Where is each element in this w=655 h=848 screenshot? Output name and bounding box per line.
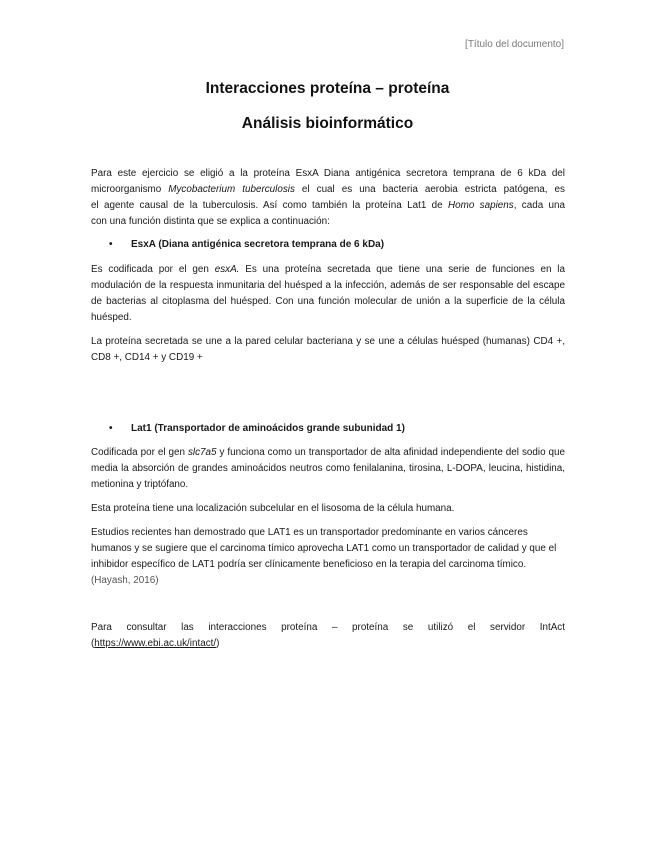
lat1-heading-text: Lat1 (Transportador de aminoácidos grande subunidad 1) xyxy=(131,423,405,434)
lat1-paragraph-1: Codificada por el gen slc7a5 y funciona como un transportador de alta afinidad independiente del sodio que media la absorción de grandes aminoácidos neutros como fenilalanina, tirosina, L-DOPA, leucina, histidina, metionina y triptófano. xyxy=(91,447,565,490)
lat1-paragraph-2: Esta proteína tiene una localización subcelular en el lisosoma de la célula humana. xyxy=(91,503,455,514)
intro-paragraph xyxy=(91,166,565,230)
main-title: Interacciones proteína – proteína xyxy=(205,80,450,97)
esxa-heading-text: EsxA (Diana antigénica secretora temprana de 6 kDa) xyxy=(131,239,385,250)
citation: (Hayash, 2016) xyxy=(91,575,159,586)
intro-line: microorganismo Mycobacterium tuberculosis el cual es una bacteria aerobia estricta patógena, es xyxy=(91,184,565,195)
intact-link[interactable]: https://www.ebi.ac.uk/intact/ xyxy=(94,638,217,649)
subtitle: Análisis bioinformático xyxy=(241,115,414,132)
lat1-heading xyxy=(109,423,405,434)
esxa-heading xyxy=(109,239,384,250)
intro-line: el agente causal de la tuberculosis. Así como también la proteína Lat1 de Homo sapiens, cada una xyxy=(91,200,565,211)
gene-name: esxA. xyxy=(214,264,240,275)
gene-name: slc7a5 xyxy=(187,447,217,458)
document-title-placeholder: [Título del documento] xyxy=(465,39,564,50)
intro-line: con una función distinta que se explica a continuación: xyxy=(91,216,330,227)
bullet-icon: • xyxy=(109,239,113,250)
esxa-paragraph-2: La proteína secretada se une a la pared celular bacteriana y se une a células huésped (humanas) CD4 +, CD8 +, CD14 + y CD19 + xyxy=(91,336,565,363)
lat1-paragraph-3: Estudios recientes han demostrado que LAT1 es un transportador predominante en varios cánceres humanos y se sugiere que el carcinoma tímico aprovecha LAT1 como un transportador de calidad y que el inhibidor específico de LAT1 podría ser clínicamente beneficioso en la terapia del carcinoma tímico. (Hayash, 2016) xyxy=(91,527,557,586)
species-name: Mycobacterium tuberculosis xyxy=(168,184,295,195)
intro-line: Para este ejercicio se eligió a la proteína EsxA Diana antigénica secretora temprana de 6 kDa del xyxy=(91,168,565,179)
species-name: Homo sapiens xyxy=(447,200,514,211)
closing-text: Para consultar las interacciones proteína – proteína se utilizó el servidor IntAct xyxy=(91,622,565,633)
closing-paragraph: Para consultar las interacciones proteína – proteína se utilizó el servidor IntAct (https://www.ebi.ac.uk/intact/) xyxy=(91,622,565,649)
bullet-icon: • xyxy=(109,423,113,434)
esxa-paragraph-1: Es codificada por el gen esxA. Es una proteína secretada que tiene una serie de funciones en la modulación de la respuesta inmunitaria del huésped a la infección, además de ser responsable del escape de bacterias al citoplasma del huésped. Con una función molecular de unión a la superficie de la célula huésped. xyxy=(91,264,565,323)
